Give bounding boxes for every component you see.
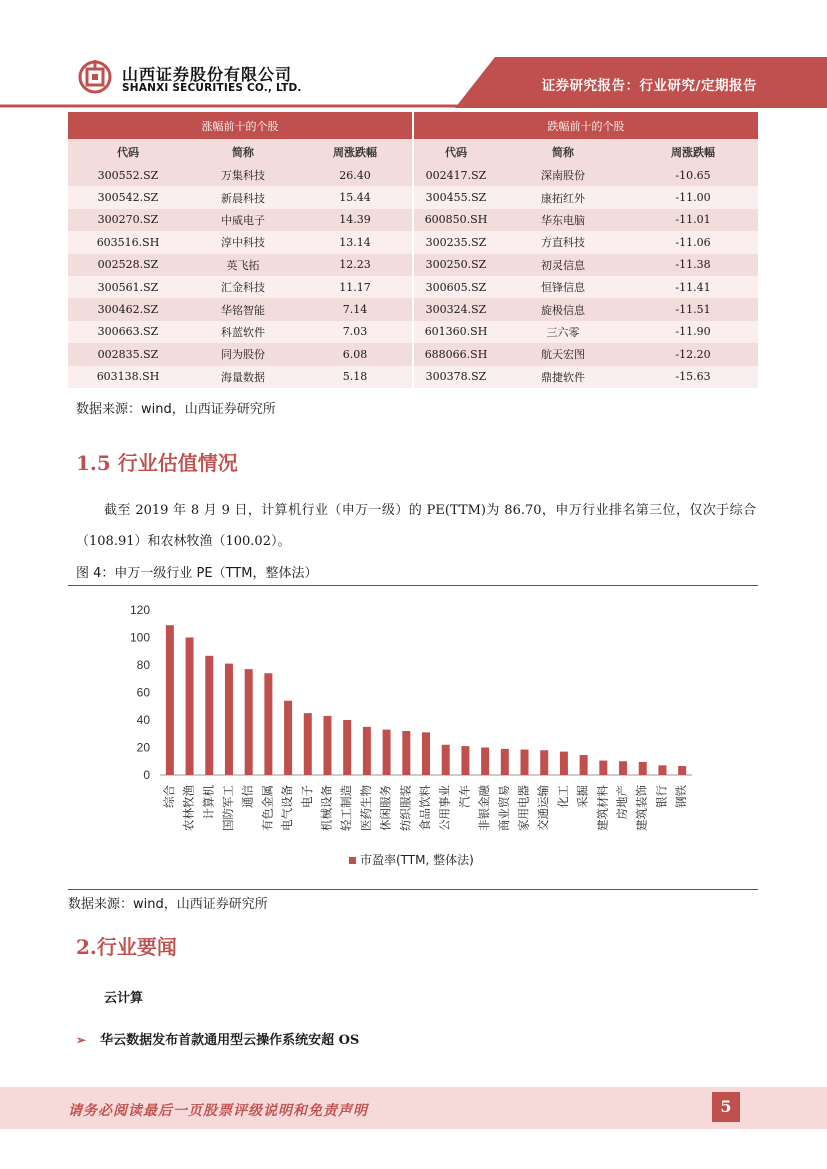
gainer-name: 科蓝软件	[188, 321, 298, 343]
legend-label: 市盈率(TTM, 整体法)	[360, 853, 474, 867]
x-tick-label: 家用电器	[516, 785, 531, 831]
y-tick-label: 80	[136, 658, 150, 672]
loser-name: 康拓红外	[498, 186, 628, 208]
bar	[580, 755, 588, 775]
gainer-name: 中威电子	[188, 209, 298, 231]
loser-change: -10.65	[628, 164, 758, 186]
gainers-title: 涨幅前十的个股	[68, 112, 413, 139]
gainer-change: 5.18	[298, 366, 413, 388]
loser-name: 航天宏图	[498, 343, 628, 365]
figure-source: 数据来源：wind，山西证券研究所	[68, 897, 268, 912]
y-tick-label: 20	[136, 740, 150, 755]
col-code: 代码	[413, 139, 498, 164]
bar	[481, 748, 489, 776]
gainer-code: 603516.SH	[68, 231, 188, 253]
gainer-code: 002835.SZ	[68, 343, 188, 365]
gainer-change: 7.14	[298, 298, 413, 320]
news-title: 华云数据发布首款通用型云操作系统安超 OS	[100, 1033, 360, 1048]
loser-code: 300378.SZ	[413, 366, 498, 388]
gainer-change: 13.14	[298, 231, 413, 253]
bar	[442, 745, 450, 775]
bar	[619, 761, 627, 775]
loser-code: 002417.SZ	[413, 164, 498, 186]
report-type: 证券研究报告：行业研究/定期报告	[541, 78, 757, 94]
loser-code: 300605.SZ	[413, 276, 498, 298]
gainer-change: 6.08	[298, 343, 413, 365]
gainer-name: 淳中科技	[188, 231, 298, 253]
x-tick-label: 房地产	[615, 785, 630, 820]
loser-code: 601360.SH	[413, 321, 498, 343]
bar	[363, 727, 371, 775]
x-tick-label: 纺织服装	[398, 785, 413, 831]
bar	[205, 656, 213, 775]
gainer-change: 11.17	[298, 276, 413, 298]
loser-name: 华东电脑	[498, 209, 628, 231]
news-item	[76, 1029, 359, 1048]
company-name-en: SHANXI SECURITIES CO., LTD.	[122, 82, 302, 94]
gainer-name: 华铭智能	[188, 298, 298, 320]
x-tick-label: 交通运输	[536, 785, 551, 831]
gainer-change: 12.23	[298, 254, 413, 276]
gainer-code: 603138.SH	[68, 366, 188, 388]
page-header	[0, 0, 827, 108]
gainer-code: 002528.SZ	[68, 254, 188, 276]
loser-code: 300250.SZ	[413, 254, 498, 276]
loser-code: 600850.SH	[413, 209, 498, 231]
x-tick-label: 汽车	[457, 785, 472, 808]
news-category: 云计算	[104, 991, 144, 1006]
y-tick-label: 60	[136, 685, 150, 700]
table-row	[68, 298, 758, 320]
x-tick-label: 计算机	[201, 785, 216, 820]
gainer-name: 海量数据	[188, 366, 298, 388]
losers-title: 跌幅前十的个股	[413, 112, 758, 139]
gainer-change: 7.03	[298, 321, 413, 343]
x-tick-label: 机械设备	[319, 785, 334, 831]
x-tick-label: 银行	[654, 785, 669, 808]
table-row	[68, 164, 758, 186]
loser-change: -11.51	[628, 298, 758, 320]
valuation-paragraph: 截至 2019 年 8 月 9 日，计算机行业（申万一级）的 PE(TTM)为 86.70，申万行业排名第三位，仅次于综合（108.91）和农林牧渔（100.02）。	[76, 503, 756, 549]
gainer-change: 14.39	[298, 209, 413, 231]
table-row	[68, 343, 758, 365]
x-tick-label: 通信	[240, 785, 255, 808]
table-source: 数据来源：wind，山西证券研究所	[76, 402, 276, 417]
loser-name: 深南股份	[498, 164, 628, 186]
bullet-arrow-icon: ➢	[76, 1033, 87, 1047]
table-row	[68, 231, 758, 253]
bar	[402, 731, 410, 775]
bar	[323, 716, 331, 775]
bar	[599, 761, 607, 775]
bar	[501, 749, 509, 775]
bar	[461, 746, 469, 775]
y-tick-label: 40	[136, 713, 150, 727]
col-gain: 周涨跌幅	[298, 139, 413, 164]
x-tick-label: 钢铁	[674, 785, 689, 808]
table-row	[68, 254, 758, 276]
bar	[383, 730, 391, 775]
loser-name: 方直科技	[498, 231, 628, 253]
bar	[166, 625, 174, 775]
x-tick-label: 采掘	[575, 785, 590, 808]
y-tick-label: 100	[129, 630, 150, 645]
gainer-code: 300462.SZ	[68, 298, 188, 320]
company-logo-icon	[78, 60, 112, 94]
loser-change: -11.00	[628, 186, 758, 208]
loser-code: 300455.SZ	[413, 186, 498, 208]
bar	[225, 664, 233, 775]
gainer-code: 300552.SZ	[68, 164, 188, 186]
disclaimer-link[interactable]: 请务必阅读最后一页股票评级说明和免责声明	[68, 1103, 368, 1119]
bar	[284, 701, 292, 775]
section-title: 2.行业要闻	[76, 935, 177, 959]
x-tick-label: 国防军工	[220, 785, 235, 831]
loser-name: 三六零	[498, 321, 628, 343]
x-tick-label: 农林牧渔	[181, 785, 196, 831]
x-tick-label: 医药生物	[358, 785, 373, 831]
loser-code: 688066.SH	[413, 343, 498, 365]
table-group-header	[68, 112, 758, 139]
gainer-change: 26.40	[298, 164, 413, 186]
x-tick-label: 电子	[299, 785, 314, 808]
table-row	[68, 186, 758, 208]
gainer-name: 英飞拓	[188, 254, 298, 276]
x-tick-label: 休闲服务	[378, 785, 393, 831]
bar	[560, 752, 568, 775]
gainer-name: 新晨科技	[188, 186, 298, 208]
loser-name: 恒锋信息	[498, 276, 628, 298]
table-row	[68, 366, 758, 388]
x-tick-label: 有色金属	[260, 785, 275, 831]
gainer-code: 300561.SZ	[68, 276, 188, 298]
x-tick-label: 商业贸易	[496, 785, 511, 831]
loser-code: 300235.SZ	[413, 231, 498, 253]
x-tick-label: 化工	[555, 785, 570, 808]
section-title: 1.5 行业估值情况	[76, 451, 238, 475]
loser-name: 初灵信息	[498, 254, 628, 276]
bar	[264, 673, 272, 775]
figure-title: 图 4：申万一级行业 PE（TTM，整体法）	[76, 566, 318, 581]
company-name-cn: 山西证券股份有限公司	[122, 65, 293, 84]
loser-change: -11.06	[628, 231, 758, 253]
loser-change: -15.63	[628, 366, 758, 388]
loser-change: -12.20	[628, 343, 758, 365]
bar	[186, 637, 194, 775]
bar	[343, 720, 351, 775]
table-row	[68, 321, 758, 343]
loser-change: -11.38	[628, 254, 758, 276]
gainer-name: 万集科技	[188, 164, 298, 186]
col-code: 代码	[68, 139, 188, 164]
table-column-header	[68, 139, 758, 164]
x-tick-label: 非银金融	[477, 785, 492, 831]
gainer-code: 300270.SZ	[68, 209, 188, 231]
bar	[540, 750, 548, 775]
y-tick-label: 0	[143, 768, 150, 782]
top-movers-table	[68, 112, 758, 388]
col-name: 简称	[498, 139, 628, 164]
figure-bottom-rule	[68, 889, 758, 890]
legend-swatch	[349, 857, 356, 864]
bar	[678, 766, 686, 775]
bar	[304, 713, 312, 775]
page-number: 5	[712, 1092, 740, 1122]
table-row	[68, 209, 758, 231]
x-tick-label: 建筑材料	[595, 785, 610, 831]
gainer-name: 汇金科技	[188, 276, 298, 298]
loser-code: 300324.SZ	[413, 298, 498, 320]
x-tick-label: 公用事业	[437, 785, 452, 831]
gainer-change: 15.44	[298, 186, 413, 208]
gainer-code: 300663.SZ	[68, 321, 188, 343]
table-row	[68, 276, 758, 298]
pe-bar-chart	[68, 590, 758, 886]
bar	[245, 669, 253, 775]
bar	[521, 750, 529, 775]
x-tick-label: 轻工制造	[339, 785, 354, 831]
x-tick-label: 电气设备	[280, 785, 295, 831]
bar	[639, 762, 647, 775]
x-tick-label: 建筑装饰	[634, 785, 649, 831]
bar	[422, 732, 430, 775]
col-name: 简称	[188, 139, 298, 164]
loser-name: 旋极信息	[498, 298, 628, 320]
gainer-code: 300542.SZ	[68, 186, 188, 208]
col-gain: 周涨跌幅	[628, 139, 758, 164]
gainer-name: 同为股份	[188, 343, 298, 365]
loser-change: -11.01	[628, 209, 758, 231]
x-tick-label: 食品饮料	[418, 785, 432, 831]
loser-change: -11.90	[628, 321, 758, 343]
y-tick-label: 120	[129, 603, 150, 617]
loser-change: -11.41	[628, 276, 758, 298]
x-tick-label: 综合	[161, 785, 176, 808]
bar	[658, 765, 666, 775]
figure-top-rule	[68, 585, 758, 586]
loser-name: 鼎捷软件	[498, 366, 628, 388]
